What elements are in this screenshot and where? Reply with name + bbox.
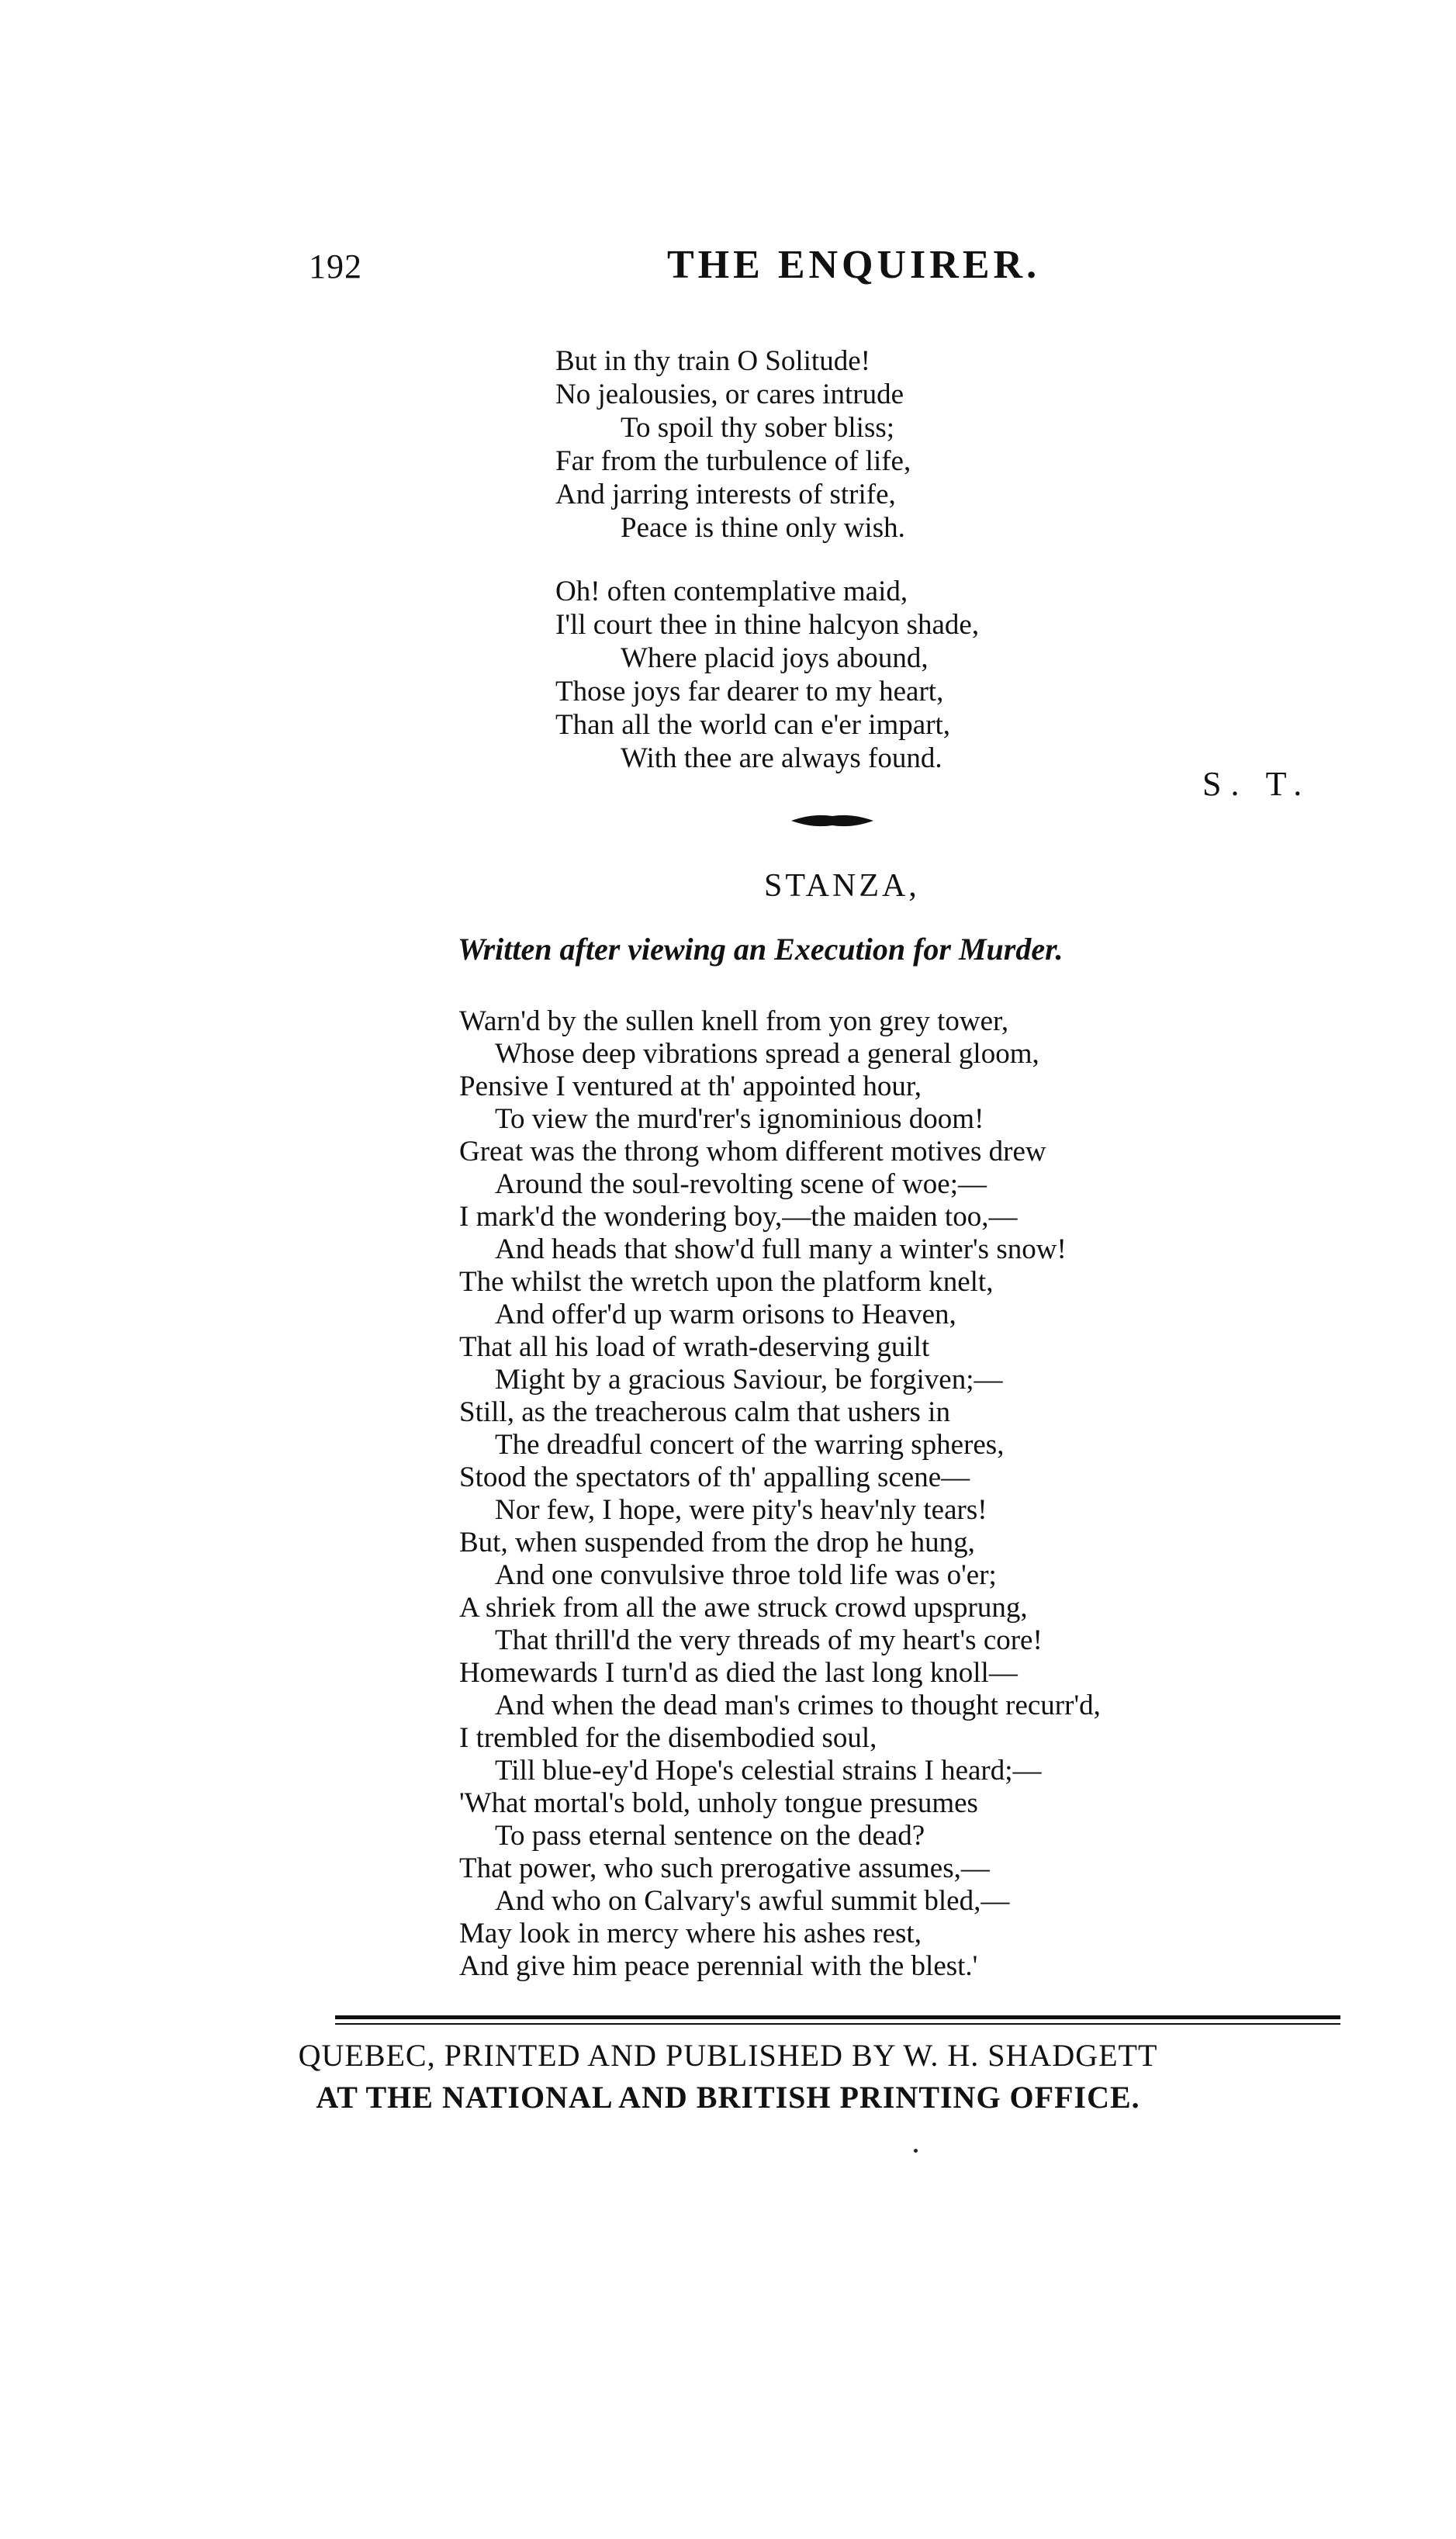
poem-line: But in thy train O Solitude! (555, 345, 870, 377)
poem-line: Warn'd by the sullen knell from yon grey tower, (459, 1005, 1009, 1037)
poem-line: Than all the world can e'er impart, (555, 709, 951, 741)
poem-line: And offer'd up warm orisons to Heaven, (495, 1299, 956, 1330)
poem-line: Around the soul-revolting scene of woe;— (495, 1168, 987, 1200)
poem-line: That power, who such prerogative assumes,— (459, 1852, 990, 1884)
poem-line: To pass eternal sentence on the dead? (495, 1820, 925, 1852)
page-number: 192 (309, 247, 362, 285)
poem-subtitle: Written after viewing an Execution for Murder. (458, 932, 1063, 967)
poem-line: And jarring interests of strife, (555, 479, 896, 510)
poem-line: That thrill'd the very threads of my heart's core! (495, 1624, 1043, 1656)
poem-line: And when the dead man's crimes to thought recurr'd, (495, 1690, 1101, 1721)
poem-line: I trembled for the disembodied soul, (459, 1722, 877, 1754)
imprint-line-1: QUEBEC, PRINTED AND PUBLISHED BY W. H. SHADGETT (298, 2038, 1158, 2073)
poem-line: Stood the spectators of th' appalling scene— (459, 1461, 970, 1493)
poem-line: A shriek from all the awe struck crowd upsprung, (459, 1592, 1028, 1624)
poem-line: Where placid joys abound, (621, 642, 929, 674)
poem-line: Nor few, I hope, were pity's heav'nly tears! (495, 1494, 987, 1526)
poem-line: Still, as the treacherous calm that ushers in (459, 1396, 950, 1428)
imprint-line-2: AT THE NATIONAL AND BRITISH PRINTING OFFICE. (316, 2080, 1140, 2115)
ink-speck (914, 2149, 918, 2153)
poem-line: With thee are always found. (621, 742, 942, 774)
poem-line: And give him peace perennial with the blest.' (459, 1950, 978, 1982)
poem-line: That all his load of wrath-deserving guilt (459, 1331, 930, 1363)
poem-line: Till blue-ey'd Hope's celestial strains I heard;— (495, 1755, 1042, 1787)
poem-line: To view the murd'rer's ignominious doom! (495, 1103, 984, 1135)
poem-line: And heads that show'd full many a winter's snow! (495, 1233, 1067, 1265)
poem-line: Great was the throng whom different motives drew (459, 1136, 1046, 1167)
poem-line: Homewards I turn'd as died the last long knoll— (459, 1657, 1018, 1689)
poem-line: Oh! often contemplative maid, (555, 576, 908, 607)
ornament-divider (790, 811, 875, 830)
poem-line: But, when suspended from the drop he hung, (459, 1527, 975, 1558)
poem-line: Peace is thine only wish. (621, 512, 905, 544)
poem-line: Those joys far dearer to my heart, (555, 676, 944, 707)
ornament-divider-shape (791, 815, 873, 826)
poem-line: I'll court thee in thine halcyon shade, (555, 609, 980, 641)
poem-line: Pensive I ventured at th' appointed hour, (459, 1071, 922, 1102)
poem-title: STANZA, (764, 868, 920, 904)
poem-line: 'What mortal's bold, unholy tongue presumes (459, 1787, 978, 1819)
poem-signature: S. T. (1202, 765, 1312, 803)
poem-line: No jealousies, or cares intrude (555, 379, 904, 410)
poem-line: Whose deep vibrations spread a general gloom, (495, 1038, 1039, 1070)
footer-rule-thick (335, 2015, 1340, 2019)
poem-line: The whilst the wretch upon the platform knelt, (459, 1266, 994, 1298)
footer-rule-thin (335, 2023, 1340, 2025)
running-head: THE ENQUIRER. (667, 243, 1041, 287)
poem-line: To spoil thy sober bliss; (621, 412, 895, 444)
poem-line: May look in mercy where his ashes rest, (459, 1918, 922, 1949)
poem-line: I mark'd the wondering boy,—the maiden too,— (459, 1201, 1018, 1233)
poem-line: Far from the turbulence of life, (555, 445, 911, 477)
poem-line: Might by a gracious Saviour, be forgiven;— (495, 1364, 1003, 1396)
poem-line: And one convulsive throe told life was o'er; (495, 1559, 997, 1591)
poem-line: And who on Calvary's awful summit bled,— (495, 1885, 1010, 1917)
poem-line: The dreadful concert of the warring spheres, (495, 1429, 1005, 1461)
